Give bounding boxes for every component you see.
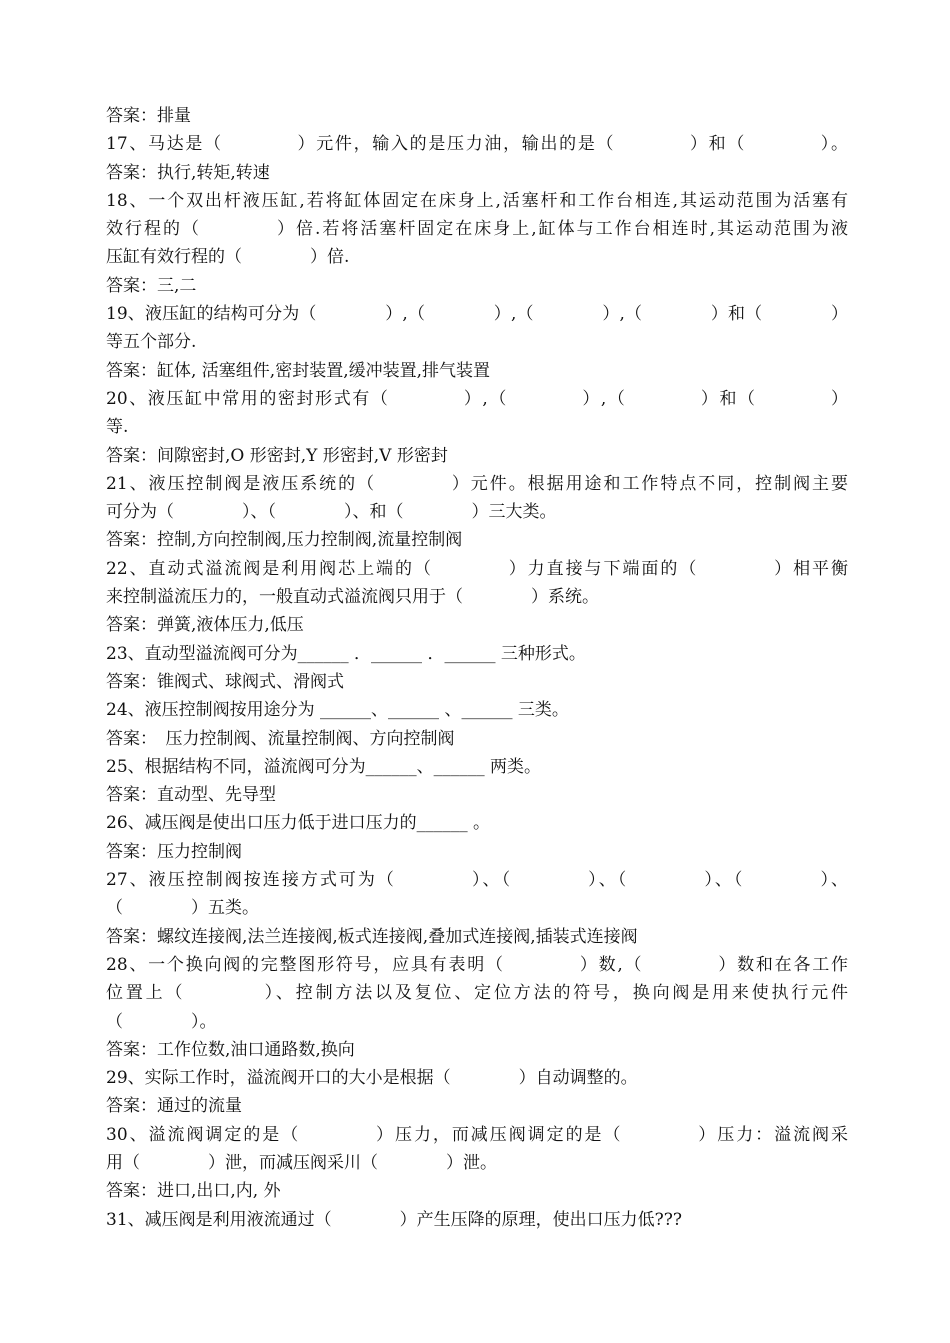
answer-line: 答案：螺纹连接阀,法兰连接阀,板式连接阀,叠加式连接阀,插装式连接阀 [106, 926, 638, 947]
answer-line: 答案：压力控制阀 [106, 841, 242, 862]
question-line: 25、根据结构不同，溢流阀可分为______、______ 两类。 [106, 756, 542, 777]
question-line: 位置上（ ）、控制方法以及复位、定位方法的符号，换向阀是用来使执行元件 [106, 983, 848, 1004]
question-line: 29、实际工作时，溢流阀开口的大小是根据（ ）自动调整的。 [106, 1068, 638, 1089]
question-line: 17、马达是（ ）元件，输入的是压力油，输出的是（ ）和（ ）。 [106, 134, 848, 155]
question-line: 用（ ）泄，而减压阀采川（ ）泄。 [106, 1152, 497, 1173]
answer-line: 答案：排量 [106, 106, 191, 126]
question-line: （ ）五类。 [106, 898, 259, 919]
question-line: 21、液压控制阀是液压系统的（ ）元件。根据用途和工作特点不同，控制阀主要 [106, 473, 848, 494]
document-body [106, 102, 848, 1234]
question-line: 来控制溢流压力的，一般直动式溢流阀只用于（ ）系统。 [106, 587, 599, 608]
answer-line: 答案：弹簧,液体压力,低压 [106, 615, 304, 636]
question-line: 22、直动式溢流阀是利用阀芯上端的（ ）力直接与下端面的（ ）相平衡 [106, 558, 848, 579]
answer-line: 答案：直动型、先导型 [106, 785, 276, 806]
question-line: 效行程的（ ）倍.若将活塞杆固定在床身上,缸体与工作台相连时,其运动范围为液 [106, 219, 848, 240]
question-line: 18、一个双出杆液压缸,若将缸体固定在床身上,活塞杆和工作台相连,其运动范围为活塞有 [106, 190, 848, 211]
answer-line: 答案： 压力控制阀、流量控制阀、方向控制阀 [106, 728, 455, 749]
question-line: 24、液压控制阀按用途分为 ______、______ 、______ 三类。 [106, 700, 569, 721]
question-line: 可分为（ ）、（ ）、和（ ）三大类。 [106, 502, 557, 523]
question-line: 等五个部分. [106, 332, 197, 353]
answer-line: 答案：锥阀式、球阀式、滑阀式 [106, 671, 344, 692]
question-line: 等. [106, 417, 129, 438]
answer-line: 答案：三,二 [106, 275, 197, 296]
answer-line: 答案：控制,方向控制阀,压力控制阀,流量控制阀 [106, 530, 463, 551]
question-line: 26、减压阀是使出口压力低于进口压力的______ 。 [106, 813, 491, 834]
question-line: 28、一个换向阀的完整图形符号，应具有表明（ ）数,（ ）数和在各工作 [106, 954, 848, 975]
question-line: 30、溢流阀调定的是（ ）压力，而减压阀调定的是（ ）压力：溢流阀采 [106, 1124, 848, 1145]
answer-line: 答案：间隙密封,O 形密封,Y 形密封,V 形密封 [106, 445, 448, 466]
question-line: 19、液压缸的结构可分为（ ）,（ ）,（ ）,（ ）和（ ） [106, 304, 848, 325]
answer-line: 答案：缸体, 活塞组件,密封装置,缓冲装置,排气装置 [106, 360, 491, 381]
question-line: 压缸有效行程的（ ）倍. [106, 247, 350, 268]
question-line: （ ）。 [106, 1011, 217, 1032]
answer-line: 答案：进口,出口,内, 外 [106, 1181, 281, 1202]
question-line: 31、减压阀是利用液流通过（ ）产生压降的原理，使出口压力低??? [106, 1209, 682, 1230]
answer-line: 答案：工作位数,油口通路数,换向 [106, 1039, 355, 1060]
question-line: 27、液压控制阀按连接方式可为（ ）、（ ）、（ ）、（ ）、 [106, 870, 848, 891]
answer-line: 答案：执行,转矩,转速 [106, 162, 270, 183]
answer-line: 答案：通过的流量 [106, 1096, 242, 1117]
question-line: 23、直动型溢流阀可分为______ ．______ ．______ 三种形式。 [106, 643, 586, 664]
question-line: 20、液压缸中常用的密封形式有（ ）,（ ）,（ ）和（ ） [106, 388, 848, 409]
